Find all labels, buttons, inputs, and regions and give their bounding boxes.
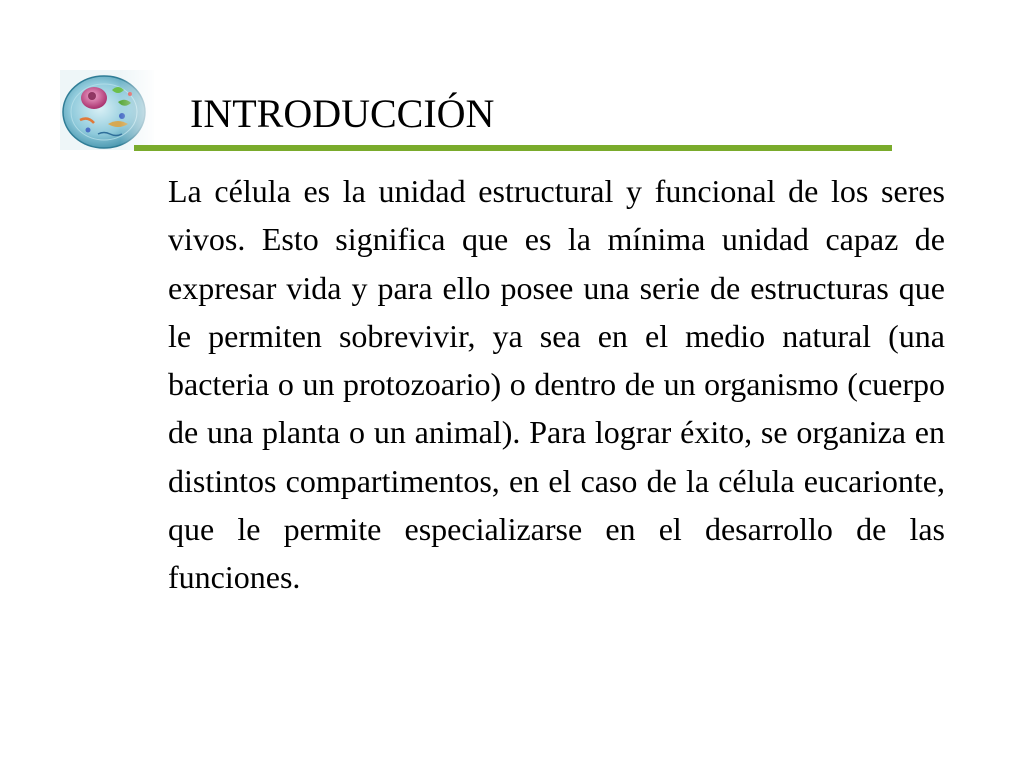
animal-cell-illustration	[60, 70, 154, 150]
slide-title: INTRODUCCIÓN	[190, 91, 495, 136]
title-underline-rule	[134, 145, 892, 151]
body-paragraph: La célula es la unidad estructural y funcional de los seres vivos. Esto significa que es la mínima unidad capaz de expresar vida y para ello posee una serie de estructuras que le permiten sobrevivir, ya sea en el medio natural (una bacteria o un protozoario) o dentro de un organismo (cuerpo de una planta o un animal). Para lograr éxito, se organiza en distintos compartimentos, en el caso de la célula eucarionte, que le permite especializarse en el desarrollo de las funciones.	[168, 173, 945, 596]
animal-cell-icon	[60, 70, 154, 150]
